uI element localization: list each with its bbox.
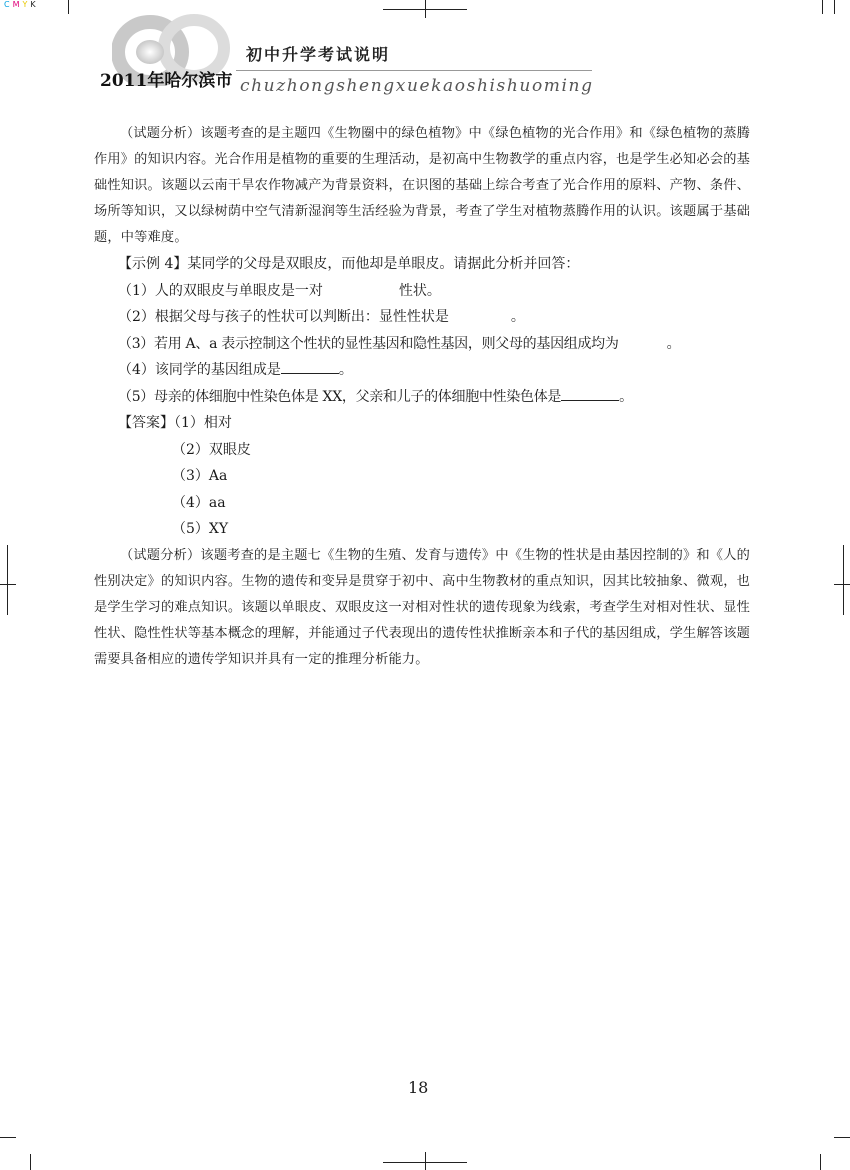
answer-line-2: （2）双眼皮 [172, 441, 251, 458]
cmyk-m: M [12, 0, 23, 9]
crop-mark [30, 1154, 31, 1170]
crop-mark [834, 1137, 850, 1138]
cmyk-color-marks [4, 0, 39, 9]
answer-line-4: （4）aa [172, 494, 226, 511]
question-item-3 [94, 331, 750, 358]
analysis-paragraph-2: （试题分析）该题考查的是主题七《生物的生殖、发育与遗传》中《生物的性状是由基因控制的》和《人的性别决定》的知识内容。生物的遗传和变异是贯穿于初中、高中生物教材的重点知识，因其比较抽象、微观，也是学生学习的难点知识。该题以单眼皮、双眼皮这一对相对性状的遗传现象为线索，考查学生对相对性状、显性性状、隐性性状等基本概念的理解，并能通过子代表现出的遗传性状推断亲本和子代的基因组成，学生解答该题需要具备相应的遗传学知识并具有一定的推理分析能力。 [94, 547, 750, 667]
crop-mark [425, 1152, 426, 1170]
example-question-text: 某同学的父母是双眼皮，而他却是单眼皮。请据此分析并回答： [187, 256, 580, 272]
crop-mark [820, 1154, 821, 1170]
crop-mark [7, 545, 8, 615]
answer-line-5: （5）XY [172, 521, 229, 537]
crop-mark [843, 545, 844, 615]
crop-mark [425, 0, 426, 18]
answer-line-3: （3）Aa [172, 468, 228, 484]
question-text: （1）人的双眼皮与单眼皮是一对 [118, 282, 323, 299]
example-label: 【示例 4】 [118, 256, 188, 272]
answer-blank [281, 359, 339, 374]
crop-mark [68, 0, 69, 14]
cmyk-k: K [30, 0, 39, 9]
analysis-paragraph-1: （试题分析）该题考查的是主题四《生物圈中的绿色植物》中《绿色植物的光合作用》和《绿色植物的蒸腾作用》的知识内容。光合作用是植物的重要的生理活动，是初高中生物教学的重点内容，也是学生必知必会的基础性知识。该题以云南干旱农作物减产为背景资料，在识图的基础上综合考查了光合作用的原料、产物、条件、场所等知识，又以绿树荫中空气清新湿润等生活经验为背景，考查了学生对植物蒸腾作用的认识。该题属于基础题，中等难度。 [94, 126, 750, 245]
question-suffix: 性状。 [398, 282, 441, 299]
crop-mark [834, 584, 850, 585]
header-pinyin: chuzhongshengxuekaoshishuoming [240, 76, 594, 96]
answer-item: （1）相对 [174, 415, 232, 431]
question-suffix: 。 [666, 335, 681, 352]
cmyk-c: C [4, 0, 13, 9]
header-title: 初中升学考试说明 [246, 45, 391, 64]
answer-label: 【答案】 [118, 415, 174, 431]
crop-mark [0, 1137, 16, 1138]
question-text: （4）该同学的基因组成是 [118, 362, 281, 378]
question-text: （3）若用 A、a 表示控制这个性状的显性基因和隐性基因，则父母的基因组成均为 [118, 335, 619, 352]
header-rule [236, 70, 592, 71]
question-suffix: 。 [510, 309, 525, 325]
page-number: 18 [408, 1078, 429, 1097]
header-year-city: 2011年哈尔滨市 [100, 71, 233, 91]
question-text: （5）母亲的体细胞中性染色体是 XX，父亲和儿子的体细胞中性染色体是 [118, 388, 562, 405]
crop-mark [822, 0, 823, 14]
example-question [94, 251, 750, 278]
cmyk-y: Y [22, 0, 31, 9]
crop-mark [834, 0, 835, 14]
question-suffix: 。 [338, 362, 353, 378]
crop-mark [0, 584, 16, 585]
question-item-4 [94, 357, 750, 384]
question-item-2 [94, 304, 750, 331]
question-suffix: 。 [619, 388, 633, 405]
answer-blank [561, 386, 619, 401]
answer-line-1 [94, 410, 750, 437]
question-item-1 [94, 278, 750, 305]
question-text: （2）根据父母与孩子的性状可以判断出：显性性状是 [118, 309, 449, 325]
page-content [94, 121, 750, 673]
question-item-5 [94, 384, 750, 411]
